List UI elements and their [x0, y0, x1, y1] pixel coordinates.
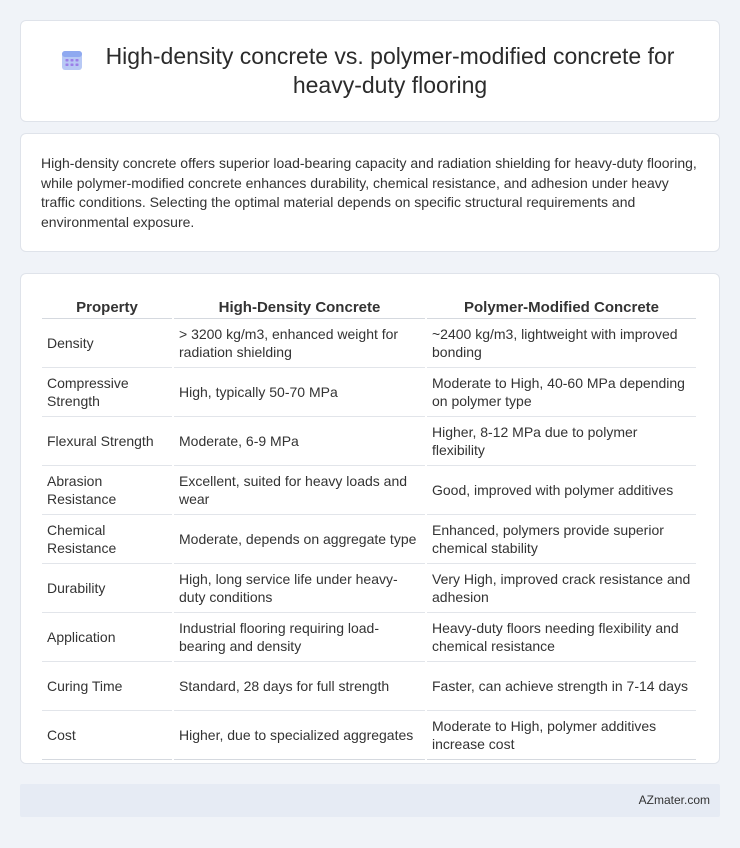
cell-polymer-modified: Good, improved with polymer additives [427, 466, 696, 515]
cell-high-density: Industrial flooring requiring load-bearing and density [174, 613, 425, 662]
cell-property: Flexural Strength [42, 417, 172, 466]
table-row [42, 319, 696, 368]
footer [20, 784, 720, 817]
cell-polymer-modified: Heavy-duty floors needing flexibility and chemical resistance [427, 613, 696, 662]
cell-polymer-modified: Very High, improved crack resistance and adhesion [427, 564, 696, 613]
table-row [42, 711, 696, 760]
cell-property: Durability [42, 564, 172, 613]
table-header-row [42, 295, 696, 319]
title-wrap [50, 42, 690, 100]
comparison-table-card [20, 273, 720, 764]
cell-property: Application [42, 613, 172, 662]
table-row [42, 466, 696, 515]
cell-polymer-modified: Moderate to High, polymer additives increase cost [427, 711, 696, 760]
table-row [42, 613, 696, 662]
cell-high-density: Moderate, depends on aggregate type [174, 515, 425, 564]
cell-property: Density [42, 319, 172, 368]
header-polymer-modified: Polymer-Modified Concrete [427, 295, 696, 319]
table-row [42, 368, 696, 417]
cell-high-density: > 3200 kg/m3, enhanced weight for radiation shielding [174, 319, 425, 368]
cell-property: Compressive Strength [42, 368, 172, 417]
table-row [42, 662, 696, 711]
table-row [42, 515, 696, 564]
table-row [42, 417, 696, 466]
cell-polymer-modified: Enhanced, polymers provide superior chemical stability [427, 515, 696, 564]
cell-polymer-modified: Moderate to High, 40-60 MPa depending on polymer type [427, 368, 696, 417]
page-title: High-density concrete vs. polymer-modified concrete for heavy-duty flooring [105, 43, 675, 98]
cell-high-density: High, long service life under heavy-duty conditions [174, 564, 425, 613]
summary-card [20, 133, 720, 252]
title-card [20, 20, 720, 122]
cell-high-density: High, typically 50-70 MPa [174, 368, 425, 417]
cell-high-density: Higher, due to specialized aggregates [174, 711, 425, 760]
cell-high-density: Moderate, 6-9 MPa [174, 417, 425, 466]
footer-brand-link[interactable]: AZmater.com [638, 793, 710, 807]
calendar-icon [60, 48, 84, 72]
header-high-density: High-Density Concrete [174, 295, 425, 319]
cell-property: Curing Time [42, 662, 172, 711]
table-row [42, 564, 696, 613]
cell-polymer-modified: ~2400 kg/m3, lightweight with improved bonding [427, 319, 696, 368]
summary-text: High-density concrete offers superior load-bearing capacity and radiation shielding for heavy-duty flooring, while polymer-modified concrete enhances durability, chemical resistance, and adhesion under heavy traffic conditions. Selecting the optimal material depends on specific structural requirements and environmental exposure. [41, 155, 697, 230]
cell-polymer-modified: Higher, 8-12 MPa due to polymer flexibility [427, 417, 696, 466]
cell-property: Cost [42, 711, 172, 760]
header-property: Property [42, 295, 172, 319]
cell-high-density: Standard, 28 days for full strength [174, 662, 425, 711]
cell-high-density: Excellent, suited for heavy loads and wear [174, 466, 425, 515]
comparison-table [40, 295, 698, 760]
cell-property: Chemical Resistance [42, 515, 172, 564]
cell-property: Abrasion Resistance [42, 466, 172, 515]
cell-polymer-modified: Faster, can achieve strength in 7-14 days [427, 662, 696, 711]
